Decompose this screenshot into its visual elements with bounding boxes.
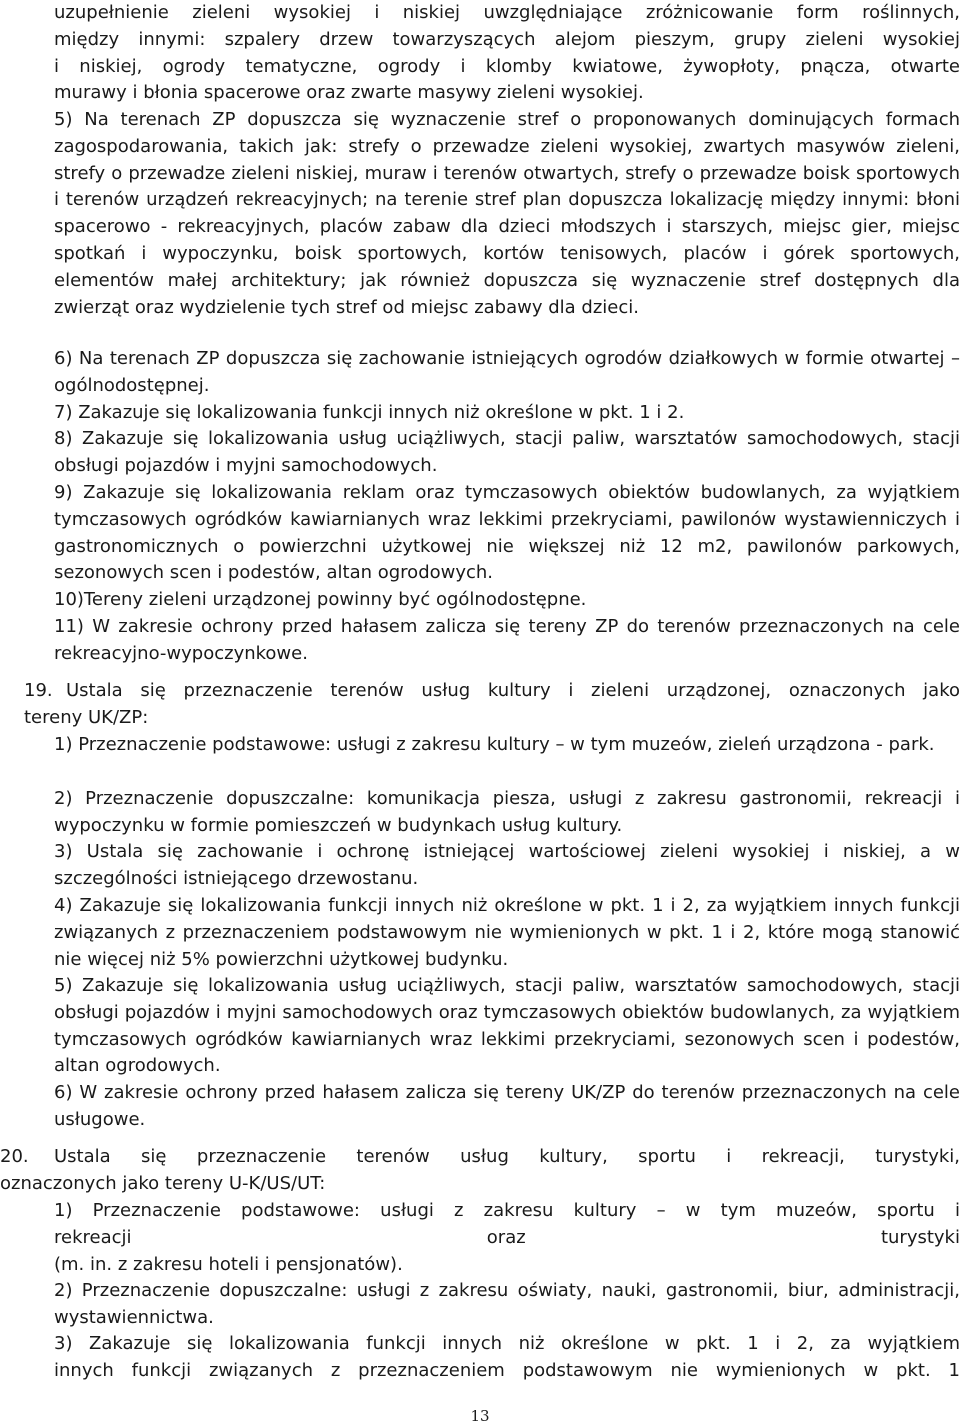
s20-point-1-line-3: (m. in. z zakresu hoteli i pensjonatów).: [54, 1253, 403, 1275]
page-number: 13: [470, 1407, 490, 1425]
zp-point-6: 6) Na terenach ZP dopuszcza się zachowanie istniejących ogrodów działkowych w formie otwartej – ogólnodostępnej.: [54, 348, 960, 396]
s19-point-1: 1) Przeznaczenie podstawowe: usługi z zakresu kultury – w tym muzeów, zieleń urządzona - park.: [54, 734, 935, 755]
section-20-heading-line-1: Ustala się przeznaczenie terenów usług kultury, sportu i rekreacji, turystyki,: [54, 1146, 960, 1167]
s19-point-3: 3) Ustala się zachowanie i ochronę istniejącej wartościowej zieleni wysokiej i niskiej, a w szczególności istniejącego drzewostanu.: [54, 841, 960, 889]
zp-point-9: 9) Zakazuje się lokalizowania reklam oraz tymczasowych obiektów budowlanych, za wyjątkiem tymczasowych ogródków kawiarnianych wraz lekkimi przekryciami, pawilonów wystawienniczych i gastronomicznych o powierzchni użytkowej nie większej niż 12 m2, pawilonów parkowych, sezonowych scen i podestów, altan ogrodowych.: [54, 482, 960, 584]
section-19-heading-cont: [24, 705, 960, 732]
section-19-number: 19.: [24, 680, 53, 701]
intro-line-3: i niskiej, ogrody tematyczne, ogrody i klomby kwiatowe, żywopłoty, pnącza, otwarte: [54, 55, 960, 77]
section-19-heading-line-2: tereny UK/ZP:: [24, 707, 149, 728]
s19-point-5: 5) Zakazuje się lokalizowania usług uciążliwych, stacji paliw, warsztatów samochodowych, stacji obsługi pojazdów i myjni samochodowych oraz tymczasowych obiektów budowlanych, za wyjątkiem tymczasowych ogródków kawiarnianych wraz lekkimi przekryciami, sezonowych scen i podestów, altan ogrodowych.: [54, 975, 960, 1077]
s20-point-3-line-2: innych funkcji związanych z przeznaczeniem podstawowym nie wymienionych w pkt. 1: [54, 1359, 960, 1381]
section-20-heading-cont: [0, 1171, 960, 1198]
section-20-heading: [54, 1144, 960, 1171]
section-19-heading-line-1: Ustala się przeznaczenie terenów usług kultury i zieleni urządzonej, oznaczonych jako: [66, 680, 960, 701]
intro-line-1: uzupełnienie zieleni wysokiej i niskiej uwzględniające zróżnicowanie form roślinnych,: [54, 2, 960, 23]
s20-point-2: 2) Przeznaczenie dopuszczalne: usługi z zakresu oświaty, nauki, gastronomii, biur, administracji, wystawiennictwa.: [54, 1280, 960, 1328]
zp-point-7: 7) Zakazuje się lokalizowania funkcji innych niż określone w pkt. 1 i 2.: [54, 402, 685, 423]
intro-paragraph: [54, 0, 960, 107]
intro-line-2: między innymi: szpalery drzew towarzyszących alejom pieszym, grupy zieleni wysokiej: [54, 28, 960, 50]
s19-point-2: 2) Przeznaczenie dopuszczalne: komunikacja piesza, usługi z zakresu gastronomii, rekreacji i wypoczynku w formie pomieszczeń w budynkach usług kultury.: [54, 788, 960, 836]
section-20-number: 20.: [0, 1146, 29, 1167]
section-19-heading: [66, 678, 960, 705]
s20-point-3-line-1: 3) Zakazuje się lokalizowania funkcji innych niż określone w pkt. 1 i 2, za wyjątkiem: [54, 1333, 960, 1354]
s20-point-1-line-1: 1) Przeznaczenie podstawowe: usługi z zakresu kultury – w tym muzeów, sportu i: [54, 1200, 960, 1221]
intro-line-4: murawy i błonia spacerowe oraz zwarte masywy zieleni wysokiej.: [54, 82, 644, 104]
s19-point-4: 4) Zakazuje się lokalizowania funkcji innych niż określone w pkt. 1 i 2, za wyjątkiem innych funkcji związanych z przeznaczeniem podstawowym nie wymienionych w pkt. 1 i 2, które mogą stanowić nie więcej niż 5% powierzchni użytkowej budynku.: [54, 895, 960, 970]
zp-point-5: 5) Na terenach ZP dopuszcza się wyznaczenie stref o proponowanych dominujących formach zagospodarowania, takich jak: strefy o przewadze zieleni wysokiej, zwartych masywów zieleni, strefy o przewadze zieleni niskiej, muraw i terenów otwartych, strefy o przewadze boisk sportowych i terenów urządzeń rekreacyjnych; na terenie stref plan dopuszcza lokalizację między innymi: błoni spacerowo - rekreacyjnych, placów zabaw dla dzieci młodszych i starszych, miejsc gier, miejsc spotkań i wypoczynku, boisk sportowych, kortów tenisowych, placów i górek sportowych, elementów małej architektury; jak również dopuszcza się wyznaczenie stref dostępnych dla zwierząt oraz wydzielenie tych stref od miejsc zabawy dla dzieci.: [54, 109, 960, 318]
zp-point-10: 10)Tereny zieleni urządzonej powinny być ogólnodostępne.: [54, 589, 587, 610]
s20-point-1-line-2: rekreacji oraz turystyki: [54, 1226, 960, 1248]
zp-point-11: 11) W zakresie ochrony przed hałasem zalicza się tereny ZP do terenów przeznaczonych na cele rekreacyjno-wypoczynkowe.: [54, 616, 960, 664]
s19-point-6: 6) W zakresie ochrony przed hałasem zalicza się tereny UK/ZP do terenów przeznaczonych na cele usługowe.: [54, 1082, 960, 1130]
s20-point-1: [54, 1198, 960, 1278]
s20-point-3: [54, 1331, 960, 1385]
section-20-heading-line-2: oznaczonych jako tereny U-K/US/UT:: [0, 1173, 326, 1194]
zp-point-8: 8) Zakazuje się lokalizowania usług uciążliwych, stacji paliw, warsztatów samochodowych, stacji obsługi pojazdów i myjni samochodowych.: [54, 428, 960, 476]
